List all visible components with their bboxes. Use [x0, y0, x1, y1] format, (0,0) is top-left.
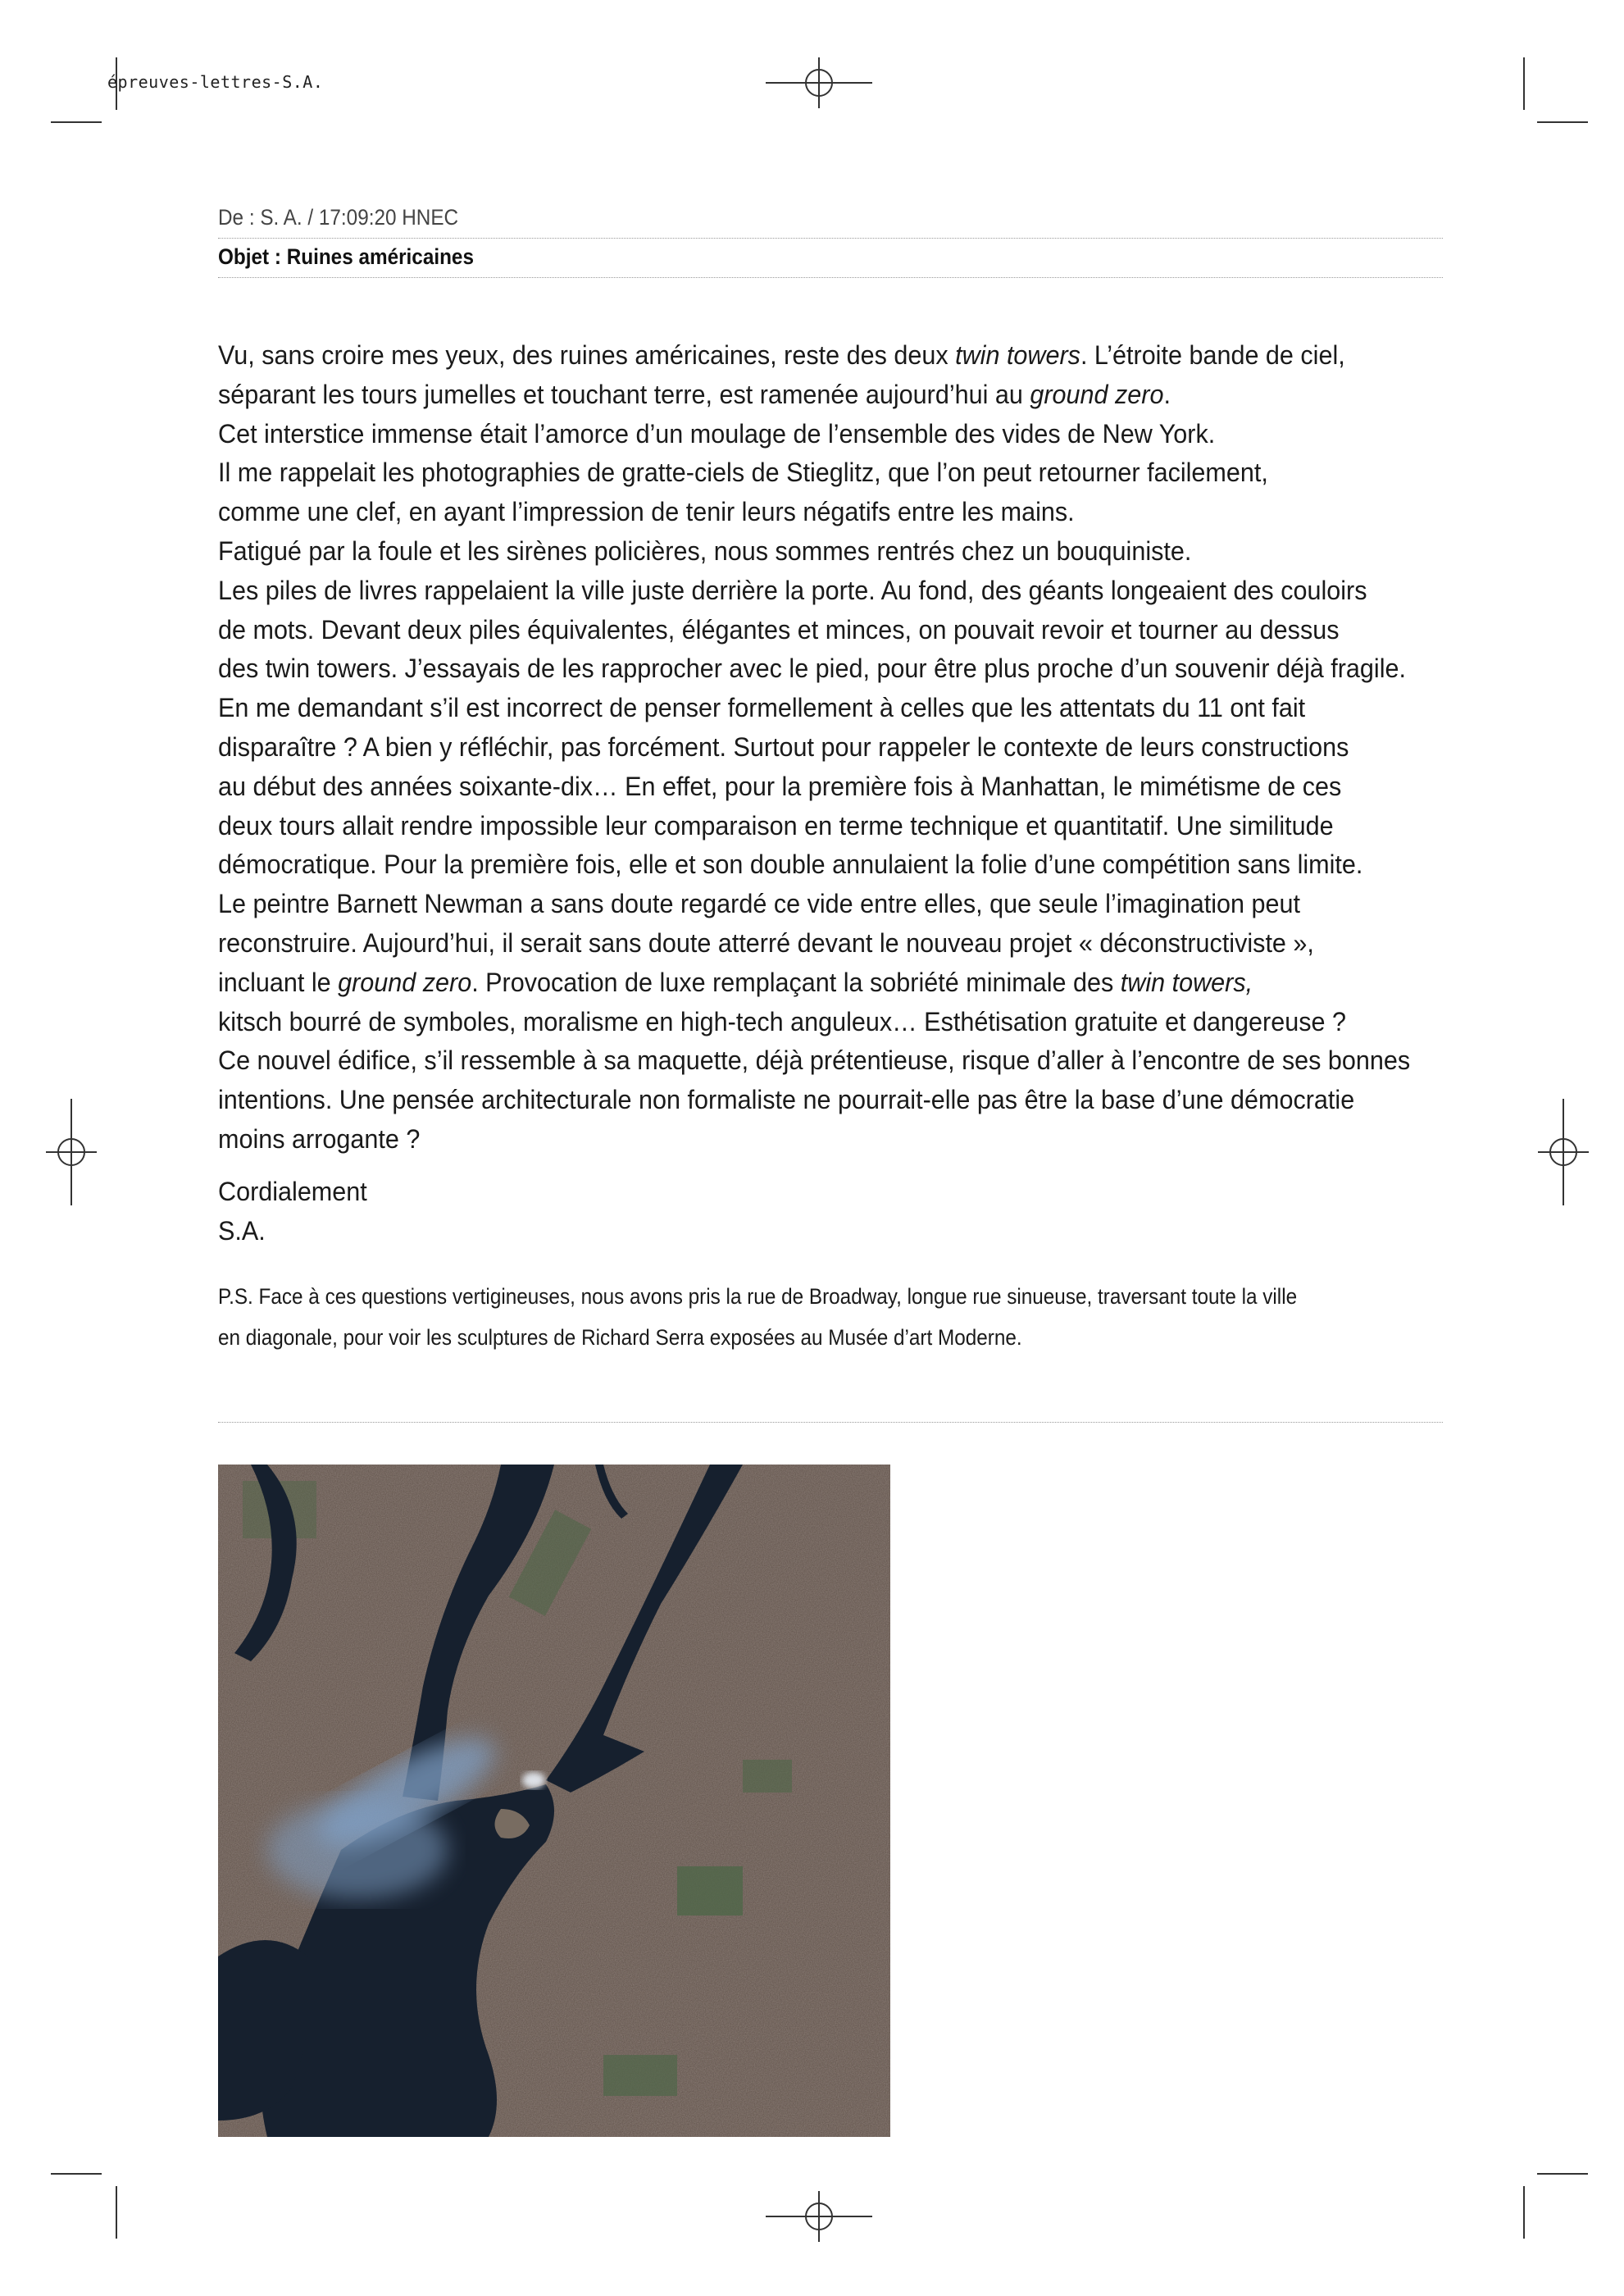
body-line — [218, 1003, 1440, 1042]
crop-mark-bl-h — [51, 2173, 102, 2175]
crop-mark-tr-v — [1523, 57, 1525, 110]
body-line — [218, 376, 1440, 415]
body-line — [218, 572, 1440, 611]
text-span: Il me rappelait les photographies de gratte-ciels de Stieglitz, que l’on peut retourner facilement, — [218, 458, 1268, 488]
crop-mark-tr-h — [1537, 121, 1588, 123]
body-line — [218, 728, 1440, 768]
text-span: intentions. Une pensée architecturale non formaliste ne pourrait-elle pas être la base d’une démocratie — [218, 1085, 1355, 1115]
text-span: En me demandant s’il est incorrect de penser formellement à celles que les attentats du 11 ont fait — [218, 693, 1306, 723]
text-span: . Provocation de luxe remplaçant la sobriété minimale des — [471, 967, 1121, 997]
body-line — [218, 845, 1440, 885]
email-from: De : S. A. / 17:09:20 HNEC — [218, 205, 459, 230]
text-span: séparant les tours jumelles et touchant terre, est ramenée aujourd’hui au — [218, 379, 1030, 409]
text-span: au début des années soixante-dix… En effet, pour la première fois à Manhattan, le mimétisme de ces — [218, 771, 1342, 801]
text-span: démocratique. Pour la première fois, elle et son double annulaient la folie d’une compétition sans limite. — [218, 850, 1363, 880]
text-span: Cet interstice immense était l’amorce d’un moulage de l’ensemble des vides de New York. — [218, 418, 1216, 449]
body-line — [218, 453, 1440, 493]
header-divider-2 — [218, 277, 1443, 278]
registration-mark-right — [1538, 1099, 1589, 1205]
body-line — [218, 768, 1440, 807]
satellite-image — [218, 1465, 890, 2137]
crop-mark-bl-v — [116, 2186, 117, 2239]
header-divider-1 — [218, 238, 1443, 239]
body-line — [218, 649, 1440, 689]
postscript — [218, 1276, 1369, 1358]
email-subject: Objet : Ruines américaines — [218, 244, 474, 269]
postscript-line-1: P.S. Face à ces questions vertigineuses, nous avons pris la rue de Broadway, longue rue sinueuse, traversant toute la ville — [218, 1284, 1298, 1309]
body-line — [218, 1081, 1440, 1120]
text-span: deux tours allait rendre impossible leur comparaison en terme technique et quantitatif. Une similitude — [218, 810, 1334, 840]
body-line — [218, 924, 1440, 963]
body-line — [218, 1041, 1440, 1081]
body-line — [218, 415, 1440, 454]
proof-slug: épreuves-lettres-S.A. — [107, 72, 324, 92]
body-line — [218, 1120, 1440, 1159]
crop-mark-br-v — [1523, 2186, 1525, 2239]
body-line — [218, 611, 1440, 650]
italic-text: ground zero — [1030, 379, 1164, 409]
text-span: Les piles de livres rappelaient la ville juste derrière la porte. Au fond, des géants longeaient des couloirs — [218, 575, 1367, 605]
text-span: Le peintre Barnett Newman a sans doute regardé ce vide entre elles, que seule l’imagination peut — [218, 889, 1300, 919]
crop-mark-br-h — [1537, 2173, 1588, 2175]
italic-text: twin towers, — [1120, 967, 1253, 997]
body-line — [218, 493, 1440, 532]
text-span: moins arrogante ? — [218, 1123, 421, 1154]
body-line — [218, 532, 1440, 572]
signature-closing: Cordialement — [218, 1177, 367, 1206]
crop-mark-tl-h — [51, 121, 102, 123]
body-line — [218, 336, 1440, 376]
text-span: kitsch bourré de symboles, moralisme en high-tech anguleux… Esthétisation gratuite et dangereuse ? — [218, 1006, 1346, 1036]
signature — [218, 1173, 367, 1251]
italic-text: twin towers — [955, 340, 1080, 370]
text-span: comme une clef, en ayant l’impression de tenir leurs négatifs entre les mains. — [218, 497, 1075, 527]
text-span: incluant le — [218, 967, 339, 997]
signature-name: S.A. — [218, 1215, 266, 1246]
text-span: reconstruire. Aujourd’hui, il serait sans doute atterré devant le nouveau projet « déconstructiviste », — [218, 927, 1314, 958]
text-span: des twin towers. J’essayais de les rapprocher avec le pied, pour être plus proche d’un souvenir déjà fragile. — [218, 654, 1406, 684]
text-span: Fatigué par la foule et les sirènes policières, nous sommes rentrés chez un bouquiniste. — [218, 535, 1192, 566]
text-span: . — [1163, 379, 1171, 409]
registration-mark-bottom — [766, 2191, 872, 2242]
footer-divider — [218, 1422, 1443, 1423]
body-line — [218, 689, 1440, 728]
text-span: . L’étroite bande de ciel, — [1080, 340, 1345, 370]
body-line — [218, 963, 1440, 1003]
text-span: Vu, sans croire mes yeux, des ruines américaines, reste des deux — [218, 340, 956, 370]
postscript-line-2: en diagonale, pour voir les sculptures de Richard Serra exposées au Musée d’art Moderne. — [218, 1325, 1022, 1350]
registration-mark-left — [46, 1099, 97, 1205]
text-span: Ce nouvel édifice, s’il ressemble à sa maquette, déjà prétentieuse, risque d’aller à l’encontre de ses bonnes — [218, 1046, 1411, 1076]
letter-body — [218, 336, 1440, 1159]
body-line — [218, 807, 1440, 846]
registration-mark-top — [766, 57, 872, 108]
body-line — [218, 885, 1440, 924]
italic-text: ground zero — [338, 967, 472, 997]
text-span: disparaître ? A bien y réfléchir, pas forcément. Surtout pour rappeler le contexte de leurs constructions — [218, 731, 1349, 762]
text-span: de mots. Devant deux piles équivalentes, élégantes et minces, on pouvait revoir et tourner au dessus — [218, 614, 1340, 645]
